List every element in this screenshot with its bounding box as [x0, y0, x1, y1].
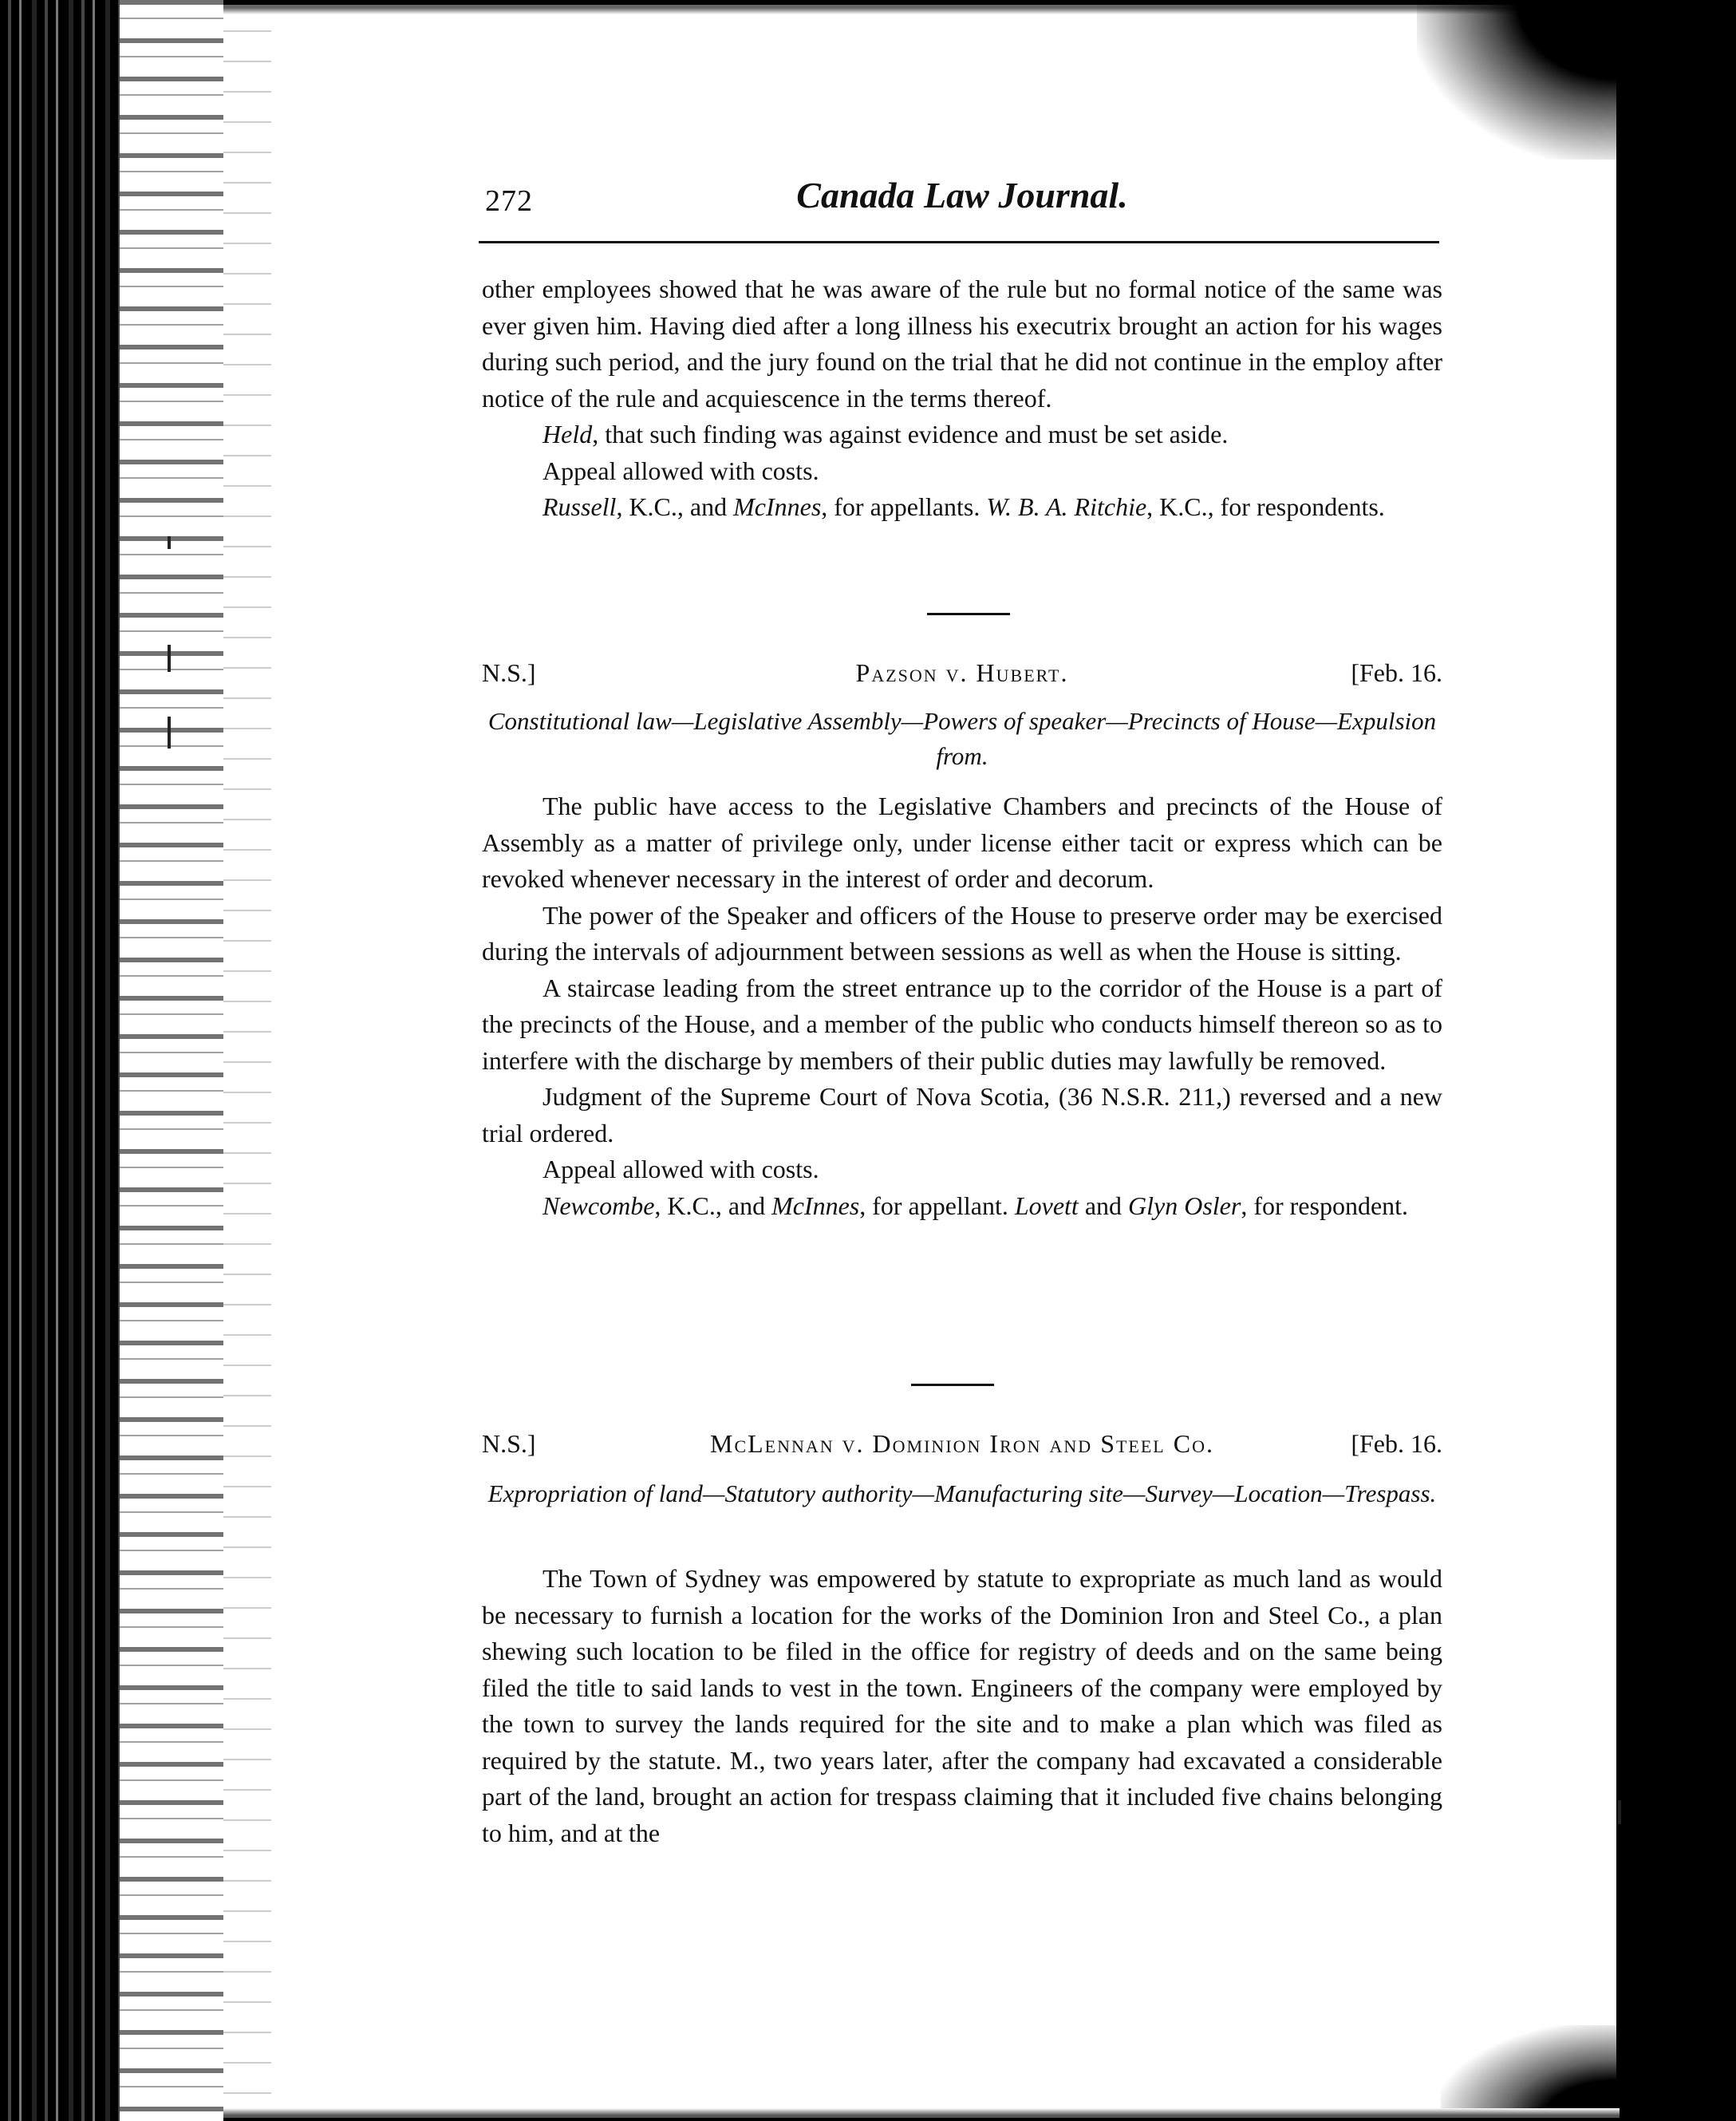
scan-corner-top-right — [1417, 0, 1616, 160]
held-paragraph — [482, 417, 1442, 453]
counsel-name: W. B. A. Ritchie — [986, 492, 1147, 521]
held-text: , that such finding was against evidence and must be set aside. — [592, 420, 1229, 448]
case-province: N.S.] — [482, 1429, 536, 1458]
counsel-name: Lovett — [1014, 1191, 1079, 1220]
counsel-name: Glyn Osler — [1128, 1191, 1241, 1220]
journal-title: Canada Law Journal. — [796, 175, 1128, 215]
case1-body — [482, 271, 1442, 526]
header-rule — [479, 241, 1439, 243]
case2-heading — [482, 654, 1442, 691]
counsel-text: , K.C., and — [654, 1191, 772, 1220]
case-title: Pazson v. Hubert. — [855, 658, 1069, 687]
counsel-text: , K.C., and — [616, 492, 734, 521]
appeal-result: Appeal allowed with costs. — [542, 456, 819, 485]
counsel-name: Russell — [542, 492, 617, 521]
scan-edge-left-faint — [223, 0, 271, 2121]
paragraph: Judgment of the Supreme Court of Nova Scotia, (36 N.S.R. 211,) reversed and a new trial ordered. — [482, 1082, 1442, 1147]
scan-edge-right — [1616, 0, 1736, 2121]
page-number: 272 — [485, 184, 533, 218]
scan-corner-bottom-right — [1441, 2025, 1616, 2121]
scan-edge-left — [0, 0, 120, 2121]
case2-body — [482, 788, 1442, 1224]
case2-headnote: Constitutional law—Legislative Assembly—Powers of speaker—Precincts of House—Expulsion from. — [487, 707, 1437, 770]
counsel-paragraph — [482, 1188, 1442, 1225]
counsel-text: , for respondent. — [1241, 1191, 1409, 1220]
scan-mark — [168, 645, 171, 672]
counsel-name: McInnes — [733, 492, 822, 521]
case-date: [Feb. 16. — [1351, 658, 1442, 687]
scan-mark — [1618, 1800, 1621, 1824]
paragraph: The public have access to the Legislative Chambers and precincts of the House of Assembly as a matter of privilege only, under license either tacit or express which can be revoked whenever necessary in the interest of order and decorum. — [482, 792, 1442, 893]
appeal-result: Appeal allowed with costs. — [542, 1155, 819, 1183]
counsel-paragraph — [482, 489, 1442, 526]
counsel-name: Newcombe — [542, 1191, 655, 1220]
scan-mark — [168, 717, 171, 748]
section-separator — [911, 1384, 994, 1386]
scan-edge-left-noise — [120, 0, 223, 2121]
case3-heading — [482, 1425, 1442, 1462]
counsel-text: , for appellant. — [859, 1191, 1015, 1220]
case3-headnote: Expropriation of land—Statutory authority—Manufacturing site—Survey—Location—Trespass. — [487, 1479, 1437, 1507]
counsel-name: McInnes — [771, 1191, 860, 1220]
case3-body — [482, 1561, 1442, 1851]
paragraph: The Town of Sydney was empowered by statute to expropriate as much land as would be necessary to furnish a location for the works of the Dominion Iron and Steel Co., a plan shewing such location to be filed in the office for registry of deeds and on the same being filed the title to said lands to vest in the town. Engineers of the company were employed by the town to survey the lands required for the site and to make a plan which was filed as required by the statute. M., two years later, after the company had excavated a considerable part of the land, brought an action for trespass claiming that it included five chains belonging to him, and at the — [482, 1564, 1442, 1847]
case-title: McLennan v. Dominion Iron and Steel Co. — [710, 1429, 1214, 1458]
counsel-text: and — [1078, 1191, 1129, 1220]
scan-edge-bottom — [223, 2108, 1620, 2121]
scan-mark — [168, 536, 171, 549]
paragraph: A staircase leading from the street entrance up to the corridor of the House is a part of the precincts of the House, and a member of the public who conducts himself thereon so as to interfere with the discharge by members of their public duties may lawfully be removed. — [482, 973, 1442, 1075]
held-label: Held — [542, 420, 593, 448]
counsel-text: , for appellants. — [821, 492, 987, 521]
counsel-text: , K.C., for respondents. — [1146, 492, 1385, 521]
section-separator — [927, 613, 1010, 615]
case-date: [Feb. 16. — [1351, 1429, 1442, 1458]
case-province: N.S.] — [482, 658, 536, 687]
running-head — [485, 174, 1439, 231]
paragraph: The power of the Speaker and officers of the House to preserve order may be exercised during the intervals of adjournment between sessions as well as when the House is sitting. — [482, 900, 1442, 966]
paragraph: other employees showed that he was aware of the rule but no formal notice of the same was ever given him. Having died after a long illness his executrix brought an action for his wages during such period, and the jury found on the trial that he did not continue in the employ after notice of the rule and acquiescence in the terms thereof. — [482, 275, 1442, 413]
